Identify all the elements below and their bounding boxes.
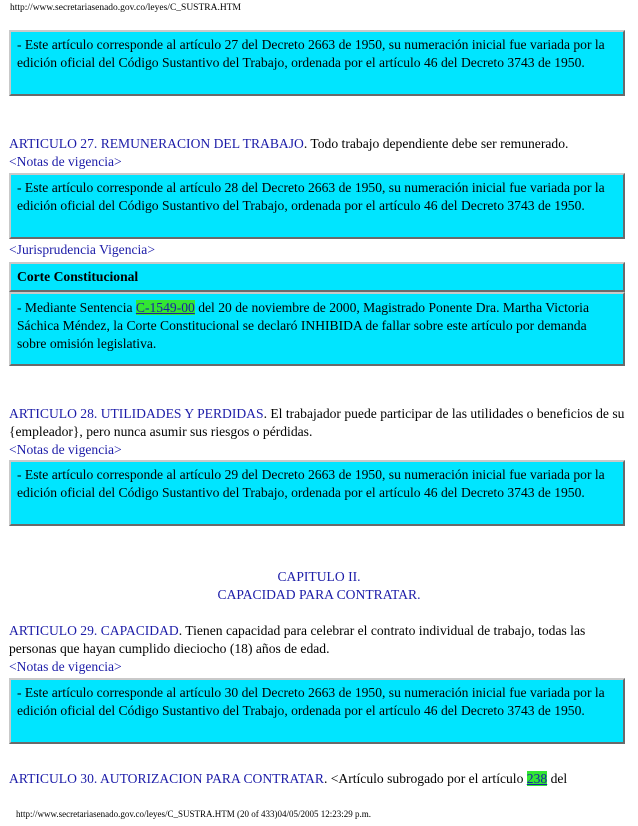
- juris-pre: - Mediante Sentencia: [17, 300, 136, 315]
- article-29-title[interactable]: ARTICULO 29. CAPACIDAD: [9, 623, 179, 638]
- article-28-title[interactable]: ARTICULO 28. UTILIDADES Y PERDIDAS: [9, 406, 264, 421]
- note-box-art27: - Este artículo corresponde al artículo 28 del Decreto 2663 de 1950, su numeración inicial fue variada por la edición oficial del Código Sustantivo del Trabajo, ordenada por el artículo 46 del Decreto 3743 de 1950.: [9, 173, 625, 239]
- article-27-body: . Todo trabajo dependiente debe ser remunerado.: [303, 136, 569, 151]
- art28-notes-link[interactable]: <Notas de vigencia>: [9, 442, 122, 457]
- chapter-number: CAPITULO II.: [277, 569, 361, 584]
- article-27-title[interactable]: ARTICULO 27. REMUNERACION DEL TRABAJO: [9, 136, 304, 151]
- art29-notes-link[interactable]: <Notas de vigencia>: [9, 659, 122, 674]
- note-box-art26: - Este artículo corresponde al artículo 27 del Decreto 2663 de 1950, su numeración inicial fue variada por la edición oficial del Código Sustantivo del Trabajo, ordenada por el artículo 46 del Decreto 3743 de 1950.: [9, 30, 625, 96]
- article-29: [9, 622, 629, 658]
- footer-url: http://www.secretariasenado.gov.co/leyes/C_SUSTRA.HTM (20 of 433)04/05/2005 12:23:29 p.m.: [16, 809, 372, 819]
- juris-box: [9, 292, 625, 366]
- juris-heading-box: Corte Constitucional: [9, 262, 625, 292]
- article-27: [9, 135, 629, 153]
- article-30-body-pre: . <Artículo subrogado por el artículo: [323, 771, 527, 786]
- juris-post: del 20 de noviembre de 2000, Magistrado Ponente Dra. Martha Victoria Sáchica Méndez, la Corte Constitucional se declaró INHIBIDA de fallar sobre este artículo por demanda sobre omisión legislativa.: [17, 300, 589, 351]
- article-30-body-post: del: [547, 771, 568, 786]
- article-28: [9, 405, 629, 441]
- note-box-art28: - Este artículo corresponde al artículo 29 del Decreto 2663 de 1950, su numeración inicial fue variada por la edición oficial del Código Sustantivo del Trabajo, ordenada por el artículo 46 del Decreto 3743 de 1950.: [9, 460, 625, 526]
- article-30-ref-link[interactable]: 238: [526, 771, 548, 786]
- juris-ref-link[interactable]: C-1549-00: [135, 300, 195, 315]
- art27-juris-link[interactable]: <Jurisprudencia Vigencia>: [9, 242, 156, 257]
- header-url: http://www.secretariasenado.gov.co/leyes/C_SUSTRA.HTM: [10, 3, 241, 13]
- article-29-body: . Tienen capacidad para celebrar el contrato individual de trabajo, todas las personas que hayan cumplido dieciocho (18) años de edad.: [9, 623, 586, 656]
- article-30: [9, 770, 629, 788]
- chapter-title: CAPACIDAD PARA CONTRATAR.: [217, 587, 421, 602]
- article-28-body: . El trabajador puede participar de las utilidades o beneficios de su {empleador}, pero nunca asumir sus riesgos o pérdidas.: [9, 406, 625, 439]
- article-30-title[interactable]: ARTICULO 30. AUTORIZACION PARA CONTRATAR: [9, 771, 324, 786]
- art27-notes-link[interactable]: <Notas de vigencia>: [9, 154, 122, 169]
- note-box-art29: - Este artículo corresponde al artículo 30 del Decreto 2663 de 1950, su numeración inicial fue variada por la edición oficial del Código Sustantivo del Trabajo, ordenada por el artículo 46 del Decreto 3743 de 1950.: [9, 678, 625, 744]
